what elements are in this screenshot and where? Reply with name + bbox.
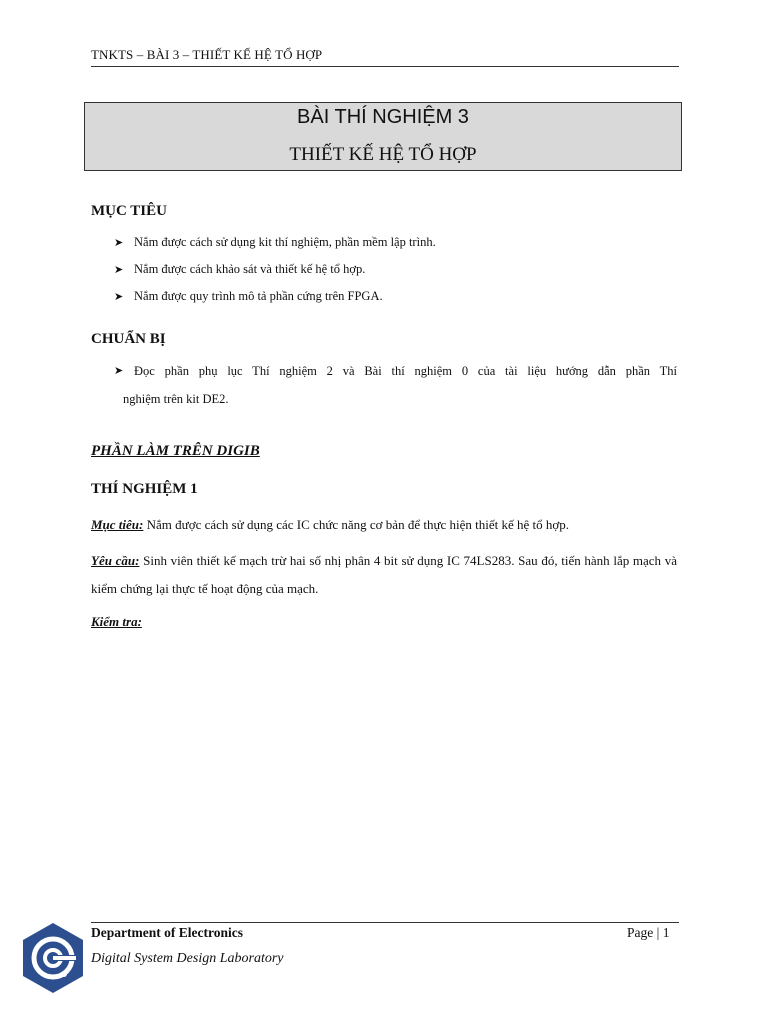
experiment-goal: Mục tiêu: Nắm được cách sử dụng các IC chức năng cơ bản để thực hiện thiết kế hệ tổ hợp.: [91, 517, 570, 532]
experiment-check: [91, 608, 677, 636]
experiment-heading: THÍ NGHIỆM 1: [91, 481, 198, 497]
check-label: Kiểm tra:: [91, 614, 142, 629]
arrow-bullet-icon: ➤: [114, 290, 124, 303]
preparation-heading: CHUẨN BỊ: [91, 331, 166, 347]
digib-section-heading: PHẦN LÀM TRÊN DIGIB: [91, 443, 260, 459]
preparation-item-continued: nghiệm trên kit DE2.: [123, 392, 229, 406]
preparation-item: ➤ Đọc phần phụ lục Thí nghiệm 2 và Bài thí nghiệm 0 của tài liệu hướng dẫn phần Thí: [114, 364, 677, 378]
requirement-label: Yêu cầu:: [91, 553, 140, 568]
arrow-bullet-icon: ➤: [114, 236, 124, 249]
page-number: Page | 1: [627, 925, 670, 940]
footer-department: Department of Electronics: [91, 925, 243, 940]
footer-divider: [91, 922, 679, 923]
department-logo-icon: [20, 921, 86, 995]
objectives-heading: MỤC TIÊU: [91, 203, 167, 219]
experiment-requirement: Yêu cầu: Sinh viên thiết kế mạch trừ hai số nhị phân 4 bit sử dụng IC 74LS283. Sau đó, tiến hành lắp mạch và kiểm chứng lại thực tế hoạt động của mạch.: [91, 553, 677, 596]
goal-label: Mục tiêu:: [91, 517, 144, 532]
objective-item: ➤ Nắm được quy trình mô tả phần cứng trên FPGA.: [114, 289, 383, 303]
header-divider: [91, 66, 679, 67]
objective-item: ➤ Nắm được cách khảo sát và thiết kế hệ tổ hợp.: [114, 262, 366, 276]
arrow-bullet-icon: ➤: [114, 364, 124, 377]
lab-title: BÀI THÍ NGHIỆM 3: [297, 106, 469, 128]
page-header: TNKTS – BÀI 3 – THIẾT KẾ HỆ TỔ HỢP: [91, 47, 323, 62]
lab-subtitle: THIẾT KẾ HỆ TỔ HỢP: [289, 144, 477, 165]
title-box: [84, 102, 682, 171]
objective-item: ➤ Nắm được cách sử dụng kit thí nghiệm, phần mềm lập trình.: [114, 235, 436, 249]
arrow-bullet-icon: ➤: [114, 263, 124, 276]
footer-lab-name: Digital System Design Laboratory: [91, 951, 284, 966]
